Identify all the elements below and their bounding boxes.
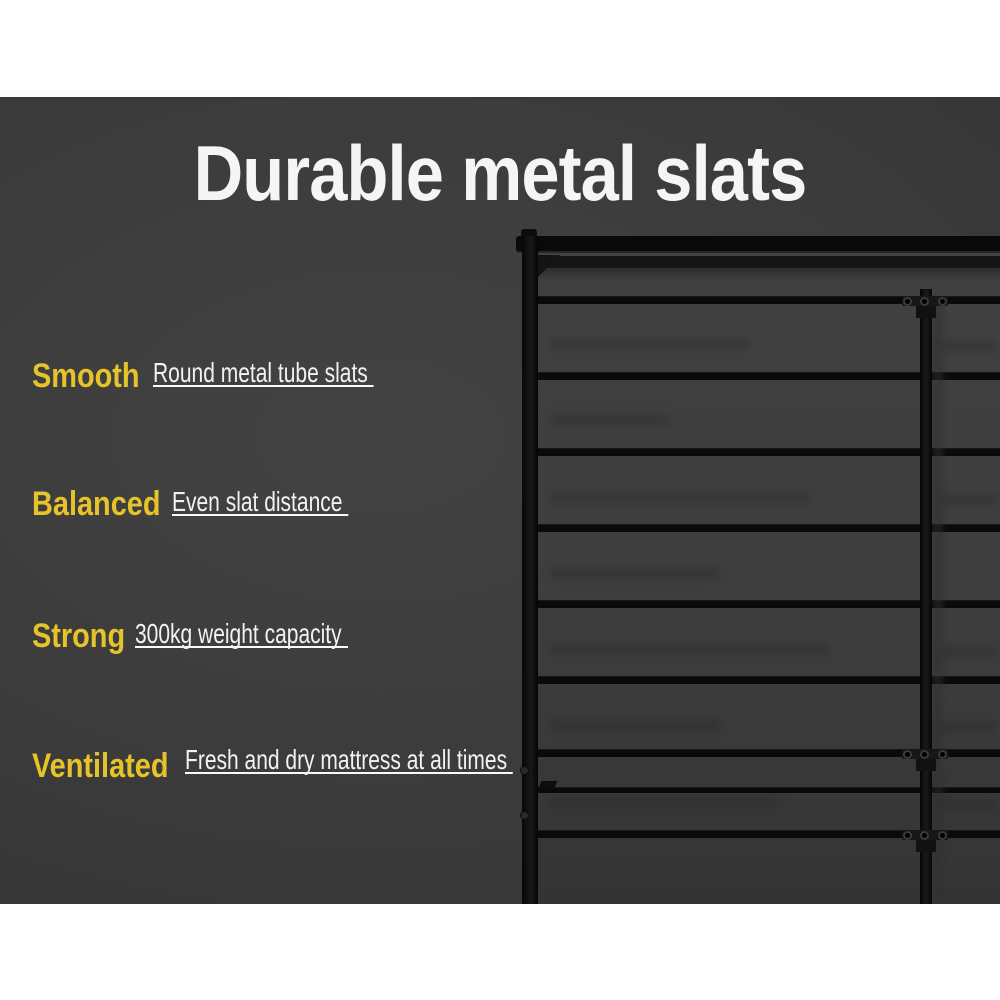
floor-shadow	[550, 493, 810, 502]
floor-shadow	[550, 569, 720, 578]
bolt-icon	[938, 297, 947, 306]
floor-shadow	[938, 800, 996, 809]
bolt-icon	[938, 750, 947, 759]
bolt-icon	[903, 831, 912, 840]
bolt-icon	[920, 297, 929, 306]
bed-rail-shadow	[536, 268, 1000, 282]
floor-shadow	[938, 495, 996, 504]
floor-shadow	[548, 799, 778, 808]
floor-shadow	[550, 340, 750, 349]
bed-slat-hook	[538, 781, 557, 788]
floor-shadow	[938, 723, 996, 732]
feature-desc-ventilated: Fresh and dry mattress at all times	[185, 746, 513, 774]
floor-shadow	[550, 416, 670, 425]
feature-label-strong: Strong	[32, 617, 126, 655]
page-title: Durable metal slats	[193, 129, 807, 217]
bolt-icon	[903, 297, 912, 306]
bolt-icon	[903, 750, 912, 759]
bed-back-rail	[536, 256, 1000, 268]
bolt-icon	[920, 831, 929, 840]
feature-label-balanced: Balanced	[32, 485, 161, 523]
rail-bolt-icon	[520, 766, 529, 775]
connector-bracket	[916, 840, 936, 852]
bed-side-rail	[522, 236, 538, 904]
bed-top-rail	[516, 236, 1000, 253]
feature-desc-strong: 300kg weight capacity	[135, 620, 348, 648]
support-bar-shadow	[933, 297, 943, 903]
rail-bolt-icon	[520, 811, 529, 820]
floor-shadow	[550, 645, 830, 654]
bed-frame-photo	[0, 97, 1000, 904]
feature-label-ventilated: Ventilated	[32, 747, 169, 785]
dark-panel	[0, 97, 1000, 904]
connector-bracket	[916, 759, 936, 771]
bolt-icon	[920, 750, 929, 759]
feature-desc-smooth: Round metal tube slats	[153, 359, 374, 387]
floor-shadow	[550, 721, 720, 730]
slat-connector	[902, 749, 948, 773]
feature-label-smooth: Smooth	[32, 357, 140, 395]
floor-shadow	[938, 342, 996, 351]
connector-bracket	[916, 306, 936, 318]
bed-center-support-bar	[920, 289, 932, 904]
bolt-icon	[938, 831, 947, 840]
floor-shadow	[938, 647, 996, 656]
slat-connector	[902, 830, 948, 854]
feature-desc-balanced: Even slat distance	[172, 488, 348, 516]
slat-connector	[902, 296, 948, 320]
